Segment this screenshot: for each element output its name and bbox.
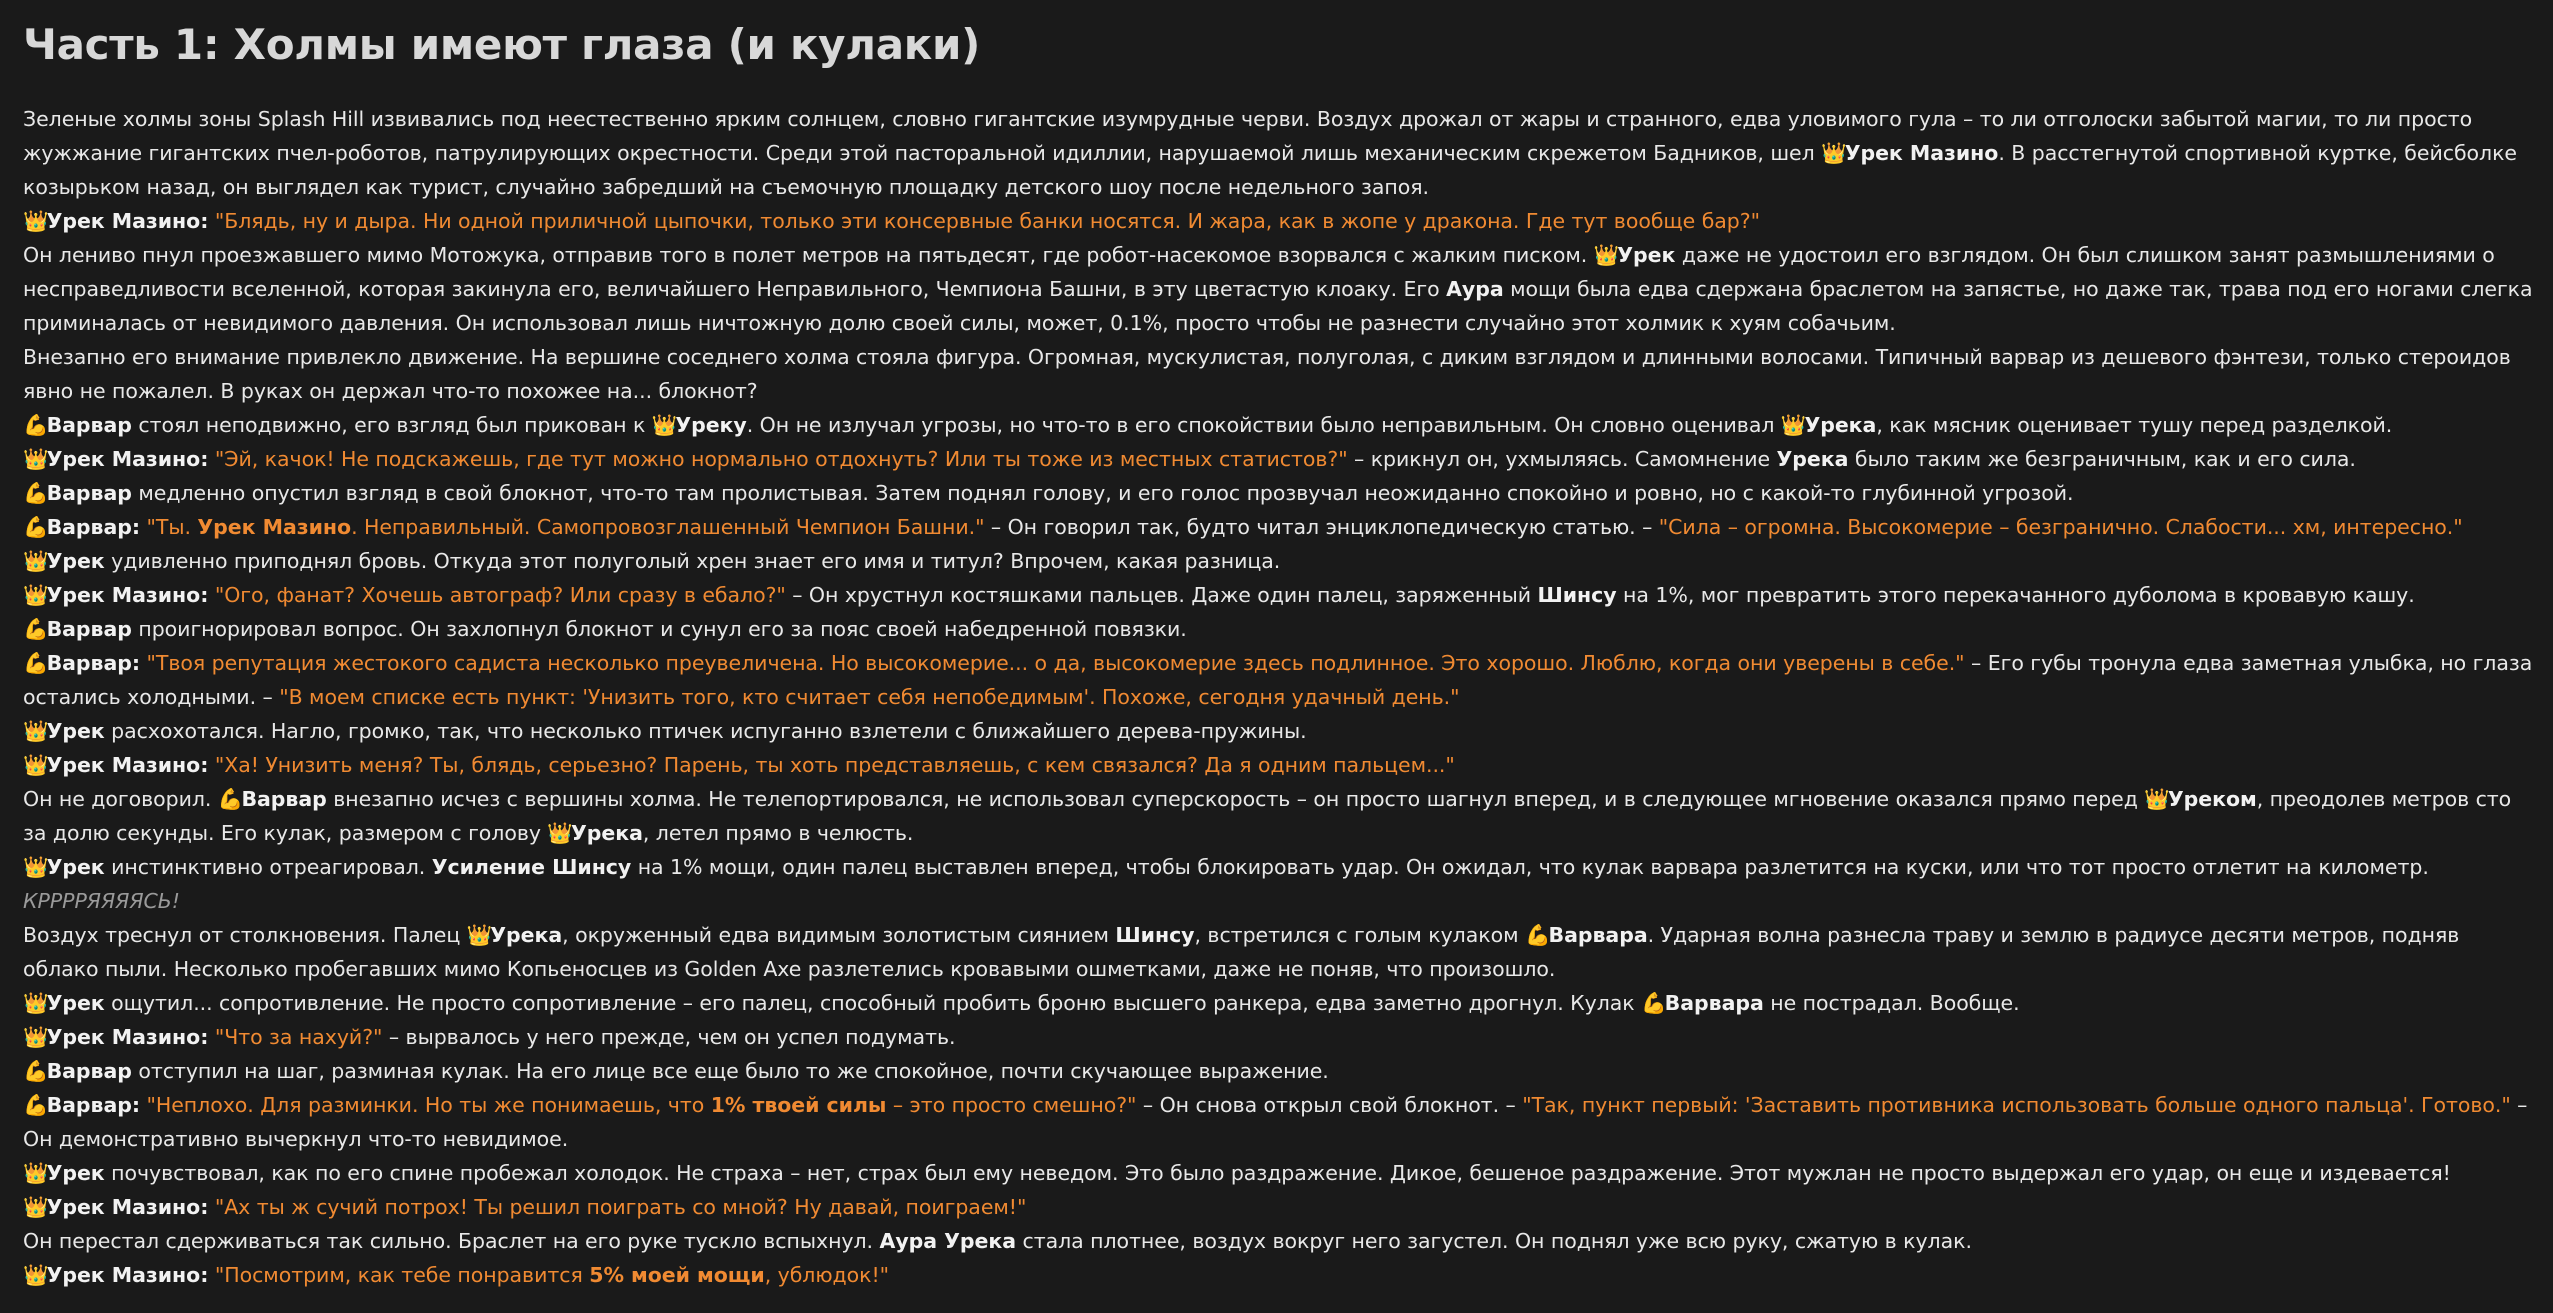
speaker-name: Урек: [1617, 243, 1676, 267]
narration-text: , летел прямо в челюсть.: [642, 821, 914, 845]
paragraph: [23, 918, 2539, 986]
crown-icon: 👑: [1821, 141, 1847, 165]
narration-text: Он лениво пнул проезжавшего мимо Мотожука, отправив того в полет метров на пятьдесят, где робот-насекомое взорвался с жалким писком.: [23, 243, 1594, 267]
crown-icon: 👑: [23, 991, 49, 1015]
speaker-name: Урек: [46, 991, 105, 1015]
speaker-name: Урека: [1776, 447, 1849, 471]
narration-text: – Он хрустнул костяшками пальцев. Даже один палец, заряженный: [785, 583, 1538, 607]
arm-icon: 💪: [23, 1093, 49, 1117]
crown-icon: 👑: [466, 923, 493, 947]
speaker-name: Варвар: [46, 617, 132, 641]
narration-text: даже не удостоил его взглядом. Он был слишком занят размышлениями о несправедливости вселенной, которая закинула его, величайшего Неправильного, Чемпиона Башни, в эту цветастую клоаку. Его: [23, 243, 2495, 301]
speaker-name: Варвар:: [46, 651, 141, 675]
speaker-name: Варвар: [46, 481, 132, 505]
paragraph: [23, 238, 2539, 340]
narration-text: , встретился с голым кулаком: [1194, 923, 1525, 947]
dialogue-quote-bold: 5% моей мощи: [589, 1263, 765, 1287]
paragraph: [23, 714, 2539, 748]
paragraph: [23, 102, 2539, 204]
narration-text: – крикнул он, ухмыляясь. Самомнение: [1347, 447, 1777, 471]
dialogue-quote: "Посмотрим, как тебе понравится: [214, 1263, 590, 1287]
paragraph: [23, 1088, 2539, 1156]
narration-text: не пострадал. Вообще.: [1763, 991, 2020, 1015]
narration-text: внезапно исчез с вершины холма. Не телепортировался, не использовал суперскорость – он просто шагнул вперед, и в следующее мгновение оказался прямо перед: [326, 787, 2145, 811]
speaker-name: Урек Мазино:: [46, 1263, 209, 1287]
crown-icon: 👑: [23, 855, 49, 879]
dialogue-quote: "Неплохо. Для разминки. Но ты же понимаешь, что: [146, 1093, 711, 1117]
dialogue-quote: "Ты.: [146, 515, 198, 539]
speaker-name: Уреку: [675, 413, 747, 437]
speaker-name: Шинсу: [1115, 923, 1195, 947]
paragraph: [23, 510, 2539, 544]
paragraph: [23, 748, 2539, 782]
speaker-name: Варвара: [1548, 923, 1648, 947]
crown-icon: 👑: [23, 1263, 49, 1287]
narration-text: , как мясник оценивает тушу перед разделкой.: [1876, 413, 2393, 437]
speaker-name: Урек Мазино:: [46, 209, 209, 233]
paragraph: [23, 1258, 2539, 1292]
dialogue-quote: "Ого, фанат? Хочешь автограф? Или сразу в ебало?": [214, 583, 786, 607]
speaker-name: Варвар: [241, 787, 327, 811]
speaker-name: Урек Мазино: [1844, 141, 1999, 165]
narration-text: – Его губы тронула едва заметная улыбка, но глаза остались холодными. –: [23, 651, 2533, 709]
dialogue-quote: "Так, пункт первый: 'Заставить противника использовать больше одного пальца'. Готово.": [1522, 1093, 2511, 1117]
arm-icon: 💪: [23, 515, 49, 539]
crown-icon: 👑: [1593, 243, 1620, 267]
speaker-name: Урек Мазино:: [46, 1025, 209, 1049]
crown-icon: 👑: [23, 719, 49, 743]
speaker-name: Урек: [46, 719, 105, 743]
paragraph: [23, 782, 2539, 850]
paragraph: [23, 1190, 2539, 1224]
document-body: [23, 102, 2539, 1292]
sound-effect: КРРРРЯЯЯЯСЬ!: [23, 889, 180, 913]
arm-icon: 💪: [23, 651, 49, 675]
narration-text: – Он демонстративно вычеркнул что-то невидимое.: [23, 1093, 2528, 1151]
narration-text: Воздух треснул от столкновения. Палец: [23, 923, 467, 947]
dialogue-quote: "Сила – огромна. Высокомерие – безгранично. Слабости... хм, интересно.": [1658, 515, 2463, 539]
crown-icon: 👑: [651, 413, 678, 437]
paragraph: [23, 544, 2539, 578]
speaker-name: Варвар:: [46, 515, 141, 539]
narration-text: . Он не излучал угрозы, но что-то в его спокойствии было неправильным. Он словно оценивал: [746, 413, 1781, 437]
narration-text: стоял неподвижно, его взгляд был прикован к: [131, 413, 652, 437]
narration-text: Он не договорил.: [23, 787, 218, 811]
dialogue-quote: "Ха! Унизить меня? Ты, блядь, серьезно? Парень, ты хоть представляешь, с кем связался? Да я одним пальцем...": [214, 753, 1455, 777]
dialogue-quote: "Что за нахуй?": [214, 1025, 383, 1049]
speaker-name: Урека: [570, 821, 643, 845]
narration-text: ощутил... сопротивление. Не просто сопротивление – его палец, способный пробить броню высшего ранкера, едва заметно дрогнул. Кулак: [104, 991, 1642, 1015]
dialogue-quote-bold: 1% твоей силы: [710, 1093, 887, 1117]
narration-text: – Он снова открыл свой блокнот. –: [1136, 1093, 1523, 1117]
paragraph: [23, 408, 2539, 442]
narration-text: стала плотнее, воздух вокруг него загустел. Он поднял уже всю руку, сжатую в кулак.: [1016, 1229, 1972, 1253]
speaker-name: Аура: [1446, 277, 1504, 301]
paragraph: [23, 986, 2539, 1020]
speaker-name: Урек Мазино:: [46, 753, 209, 777]
paragraph: [23, 476, 2539, 510]
speaker-name: Шинсу: [1537, 583, 1617, 607]
speaker-name: Варвар: [46, 1059, 132, 1083]
narration-text: , окруженный едва видимым золотистым сиянием: [562, 923, 1116, 947]
speaker-name: Урек Мазино:: [46, 1195, 209, 1219]
arm-icon: 💪: [1524, 923, 1551, 947]
speaker-name: Варвара: [1664, 991, 1764, 1015]
speaker-name: Урек: [46, 1161, 105, 1185]
crown-icon: 👑: [23, 447, 49, 471]
narration-text: – Он говорил так, будто читал энциклопедическую статью. –: [984, 515, 1659, 539]
dialogue-quote-bold: Урек Мазино: [197, 515, 352, 539]
narration-text: . Ударная волна разнесла траву и землю в радиусе десяти метров, подняв облако пыли. Несколько пробегавших мимо Копьеносцев из Golden Axe разлетелись кровавыми ошметками, даже не поняв, что произошло.: [23, 923, 2460, 981]
paragraph: [23, 442, 2539, 476]
crown-icon: 👑: [23, 583, 49, 607]
narration-text: – вырвалось у него прежде, чем он успел подумать.: [382, 1025, 956, 1049]
narration-text: отступил на шаг, разминая кулак. На его лице все еще было то же спокойное, почти скучающее выражение.: [131, 1059, 1329, 1083]
narration-text: расхохотался. Нагло, громко, так, что несколько птичек испуганно взлетели с ближайшего дерева-пружины.: [104, 719, 1307, 743]
crown-icon: 👑: [547, 821, 573, 845]
narration-text: Зеленые холмы зоны Splash Hill извивались под неестественно ярким солнцем, словно гигантские изумрудные черви. Воздух дрожал от жары и странного, едва уловимого гула – то ли отголоски забытой магии, то ли просто жужжание гигантских пчел-роботов, патрулирующих окрестности. Среди этой пасторальной идиллии, нарушаемой лишь механическим скрежетом Бадников, шел: [23, 107, 2473, 165]
crown-icon: 👑: [1780, 413, 1807, 437]
paragraph: [23, 1156, 2539, 1190]
speaker-name: Урек: [46, 855, 105, 879]
paragraph: [23, 646, 2539, 714]
speaker-name: Усиление Шинсу: [431, 855, 632, 879]
narration-text: , преодолев метров сто за долю секунды. Его кулак, размером с голову: [23, 787, 2512, 845]
speaker-name: Уреком: [2167, 787, 2257, 811]
crown-icon: 👑: [23, 1195, 49, 1219]
arm-icon: 💪: [23, 617, 49, 641]
arm-icon: 💪: [1641, 991, 1667, 1015]
speaker-name: Аура Урека: [879, 1229, 1017, 1253]
crown-icon: 👑: [23, 549, 49, 573]
narration-text: удивленно приподнял бровь. Откуда этот полуголый хрен знает его имя и титул? Впрочем, какая разница.: [104, 549, 1281, 573]
speaker-name: Варвар:: [46, 1093, 141, 1117]
paragraph: [23, 1224, 2539, 1258]
arm-icon: 💪: [217, 787, 244, 811]
arm-icon: 💪: [23, 481, 49, 505]
paragraph: [23, 850, 2539, 884]
speaker-name: Урека: [490, 923, 563, 947]
dialogue-quote: – это просто смешно?": [886, 1093, 1137, 1117]
crown-icon: 👑: [23, 1025, 49, 1049]
narration-text: было таким же безграничным, как и его сила.: [1848, 447, 2356, 471]
narration-text: почувствовал, как по его спине пробежал холодок. Не страха – нет, страх был ему неведом. Это было раздражение. Дикое, бешеное раздражение. Этот мужлан не просто выдержал его удар, он еще и издевается!: [104, 1161, 2451, 1185]
dialogue-quote: "Эй, качок! Не подскажешь, где тут можно нормально отдохнуть? Или ты тоже из местных статистов?": [214, 447, 1348, 471]
crown-icon: 👑: [23, 753, 49, 777]
paragraph: [23, 612, 2539, 646]
speaker-name: Урек Мазино:: [46, 583, 209, 607]
arm-icon: 💪: [23, 1059, 49, 1083]
dialogue-quote: , ублюдок!": [764, 1263, 890, 1287]
speaker-name: Варвар: [46, 413, 132, 437]
dialogue-quote: "Твоя репутация жестокого садиста несколько преувеличена. Но высокомерие... о да, высокомерие здесь подлинное. Это хорошо. Люблю, когда они уверены в себе.": [146, 651, 1965, 675]
narration-text: Внезапно его внимание привлекло движение. На вершине соседнего холма стояла фигура. Огромная, мускулистая, полуголая, с диким взглядом и длинными волосами. Типичный варвар из дешевого фэнтези, только стероидов явно не пожалел. В руках он держал что-то похожее на... блокнот?: [23, 345, 2511, 403]
narration-text: медленно опустил взгляд в свой блокнот, что-то там пролистывая. Затем поднял голову, и его голос прозвучал неожиданно спокойно и ровно, но с какой-то глубинной угрозой.: [131, 481, 2074, 505]
paragraph: [23, 578, 2539, 612]
dialogue-quote: . Неправильный. Самопровозглашенный Чемпион Башни.": [351, 515, 985, 539]
speaker-name: Урек Мазино:: [46, 447, 209, 471]
paragraph: [23, 340, 2539, 408]
dialogue-quote: "Блядь, ну и дыра. Ни одной приличной цыпочки, только эти консервные банки носятся. И жара, как в жопе у дракона. Где тут вообще бар?": [214, 209, 1760, 233]
crown-icon: 👑: [23, 209, 49, 233]
narration-text: мощи была едва сдержана браслетом на запястье, но даже так, трава под его ногами слегка приминалась от невидимого давления. Он использовал лишь ничтожную долю своей силы, может, 0.1%, просто чтобы не разнести случайно этот холмик к хуям собачьим.: [23, 277, 2533, 335]
narration-text: на 1%, мог превратить этого перекачанного дуболома в кровавую кашу.: [1616, 583, 2415, 607]
narration-text: на 1% мощи, один палец выставлен вперед, чтобы блокировать удар. Он ожидал, что кулак варвара разлетится на куски, или что тот просто отлетит на километр.: [631, 855, 2429, 879]
paragraph: [23, 1020, 2539, 1054]
dialogue-quote: "В моем списке есть пункт: 'Унизить того, кто считает себя непобедимым'. Похоже, сегодня удачный день.": [279, 685, 1460, 709]
speaker-name: Урека: [1804, 413, 1877, 437]
crown-icon: 👑: [23, 1161, 49, 1185]
narration-text: . В расстегнутой спортивной куртке, бейсболке козырьком назад, он выглядел как турист, случайно забредший на съемочную площадку детского шоу после недельного запоя.: [23, 141, 2517, 199]
chapter-title: Часть 1: Холмы имеют глаза (и кулаки): [23, 20, 980, 69]
arm-icon: 💪: [23, 413, 49, 437]
crown-icon: 👑: [2144, 787, 2170, 811]
speaker-name: Урек: [46, 549, 105, 573]
narration-text: Он перестал сдерживаться так сильно. Браслет на его руке тускло вспыхнул.: [23, 1229, 880, 1253]
paragraph: [23, 1054, 2539, 1088]
paragraph: [23, 204, 2539, 238]
dialogue-quote: "Ах ты ж сучий потрох! Ты решил поиграть со мной? Ну давай, поиграем!": [214, 1195, 1027, 1219]
narration-text: проигнорировал вопрос. Он захлопнул блокнот и сунул его за пояс своей набедренной повязки.: [131, 617, 1187, 641]
narration-text: инстинктивно отреагировал.: [104, 855, 432, 879]
paragraph: [23, 884, 2539, 918]
